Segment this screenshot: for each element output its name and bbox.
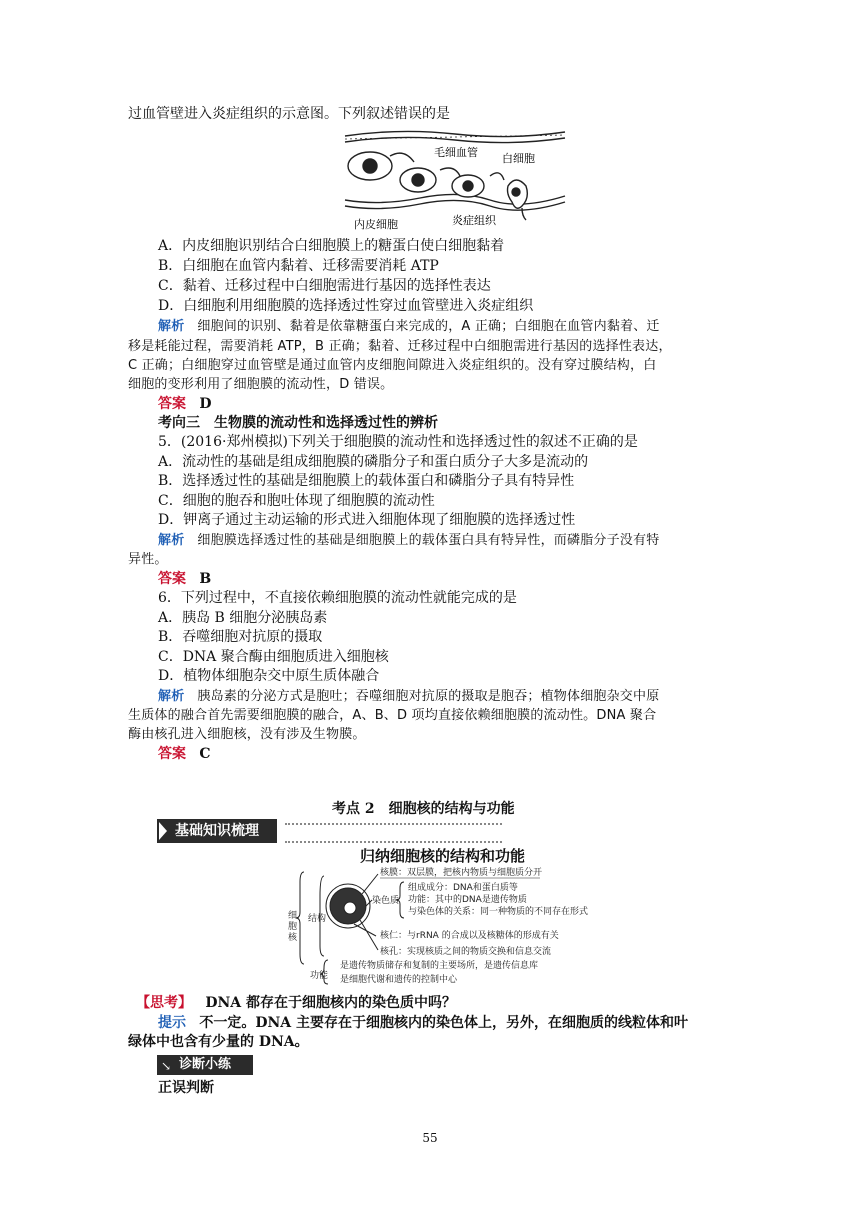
q6-option-c: C．DNA 聚合酶由细胞质进入细胞核 [158,649,389,665]
explanation-label: 解析 [158,689,185,704]
section-heading: 考向三 生物膜的流动性和选择透过性的辨析 [158,415,438,431]
nuclear-pore-text: 核孔：实现核质之间的物质交换和信息交流 [380,947,552,957]
hint-line2: 绿体中也含有少量的 DNA。 [128,1034,309,1050]
q6-answer [158,745,211,764]
q6-stem: 6．下列过程中，不直接依赖细胞膜的流动性就能完成的是 [158,590,517,606]
q5-stem: 5．(2016·郑州模拟)下列关于细胞膜的流动性和选择透过性的叙述不正确的是 [158,434,638,450]
answer-value: D [199,396,212,412]
q6-exp-line1: 胰岛素的分泌方式是胞吐；吞噬细胞对抗原的摄取是胞吞；植物体细胞杂交中原 [197,689,660,704]
q6-option-a: A．胰岛 B 细胞分泌胰岛素 [158,610,328,626]
q4-exp-line3: C 正确；白细胞穿过血管壁是通过血管内皮细胞间隙进入炎症组织的。没有穿过膜结构，白 [128,358,657,373]
answer-value: C [199,746,211,762]
q6-option-b: B．吞噬细胞对抗原的摄取 [158,629,323,645]
leukocyte-migration-figure [340,126,570,232]
q4-option-c: C．黏着、迁移过程中白细胞需进行基因的选择性表达 [158,278,491,294]
think-label: 【思考】 [136,995,192,1011]
kaodian-heading: 考点 2 细胞核的结构与功能 [332,801,515,817]
summary-title: 归纳细胞核的结构和功能 [360,847,526,865]
hint-label: 提示 [158,1015,186,1031]
banner-arrow-icon [159,822,167,840]
nuclear-envelope-text: 核膜：双层膜，把核内物质与细胞质分开 [380,868,543,878]
think-question: DNA 都存在于细胞核内的染色质中吗？ [205,995,457,1011]
q4-explanation [158,317,660,336]
judge-heading: 正误判断 [158,1080,214,1096]
banner-dots [285,823,502,843]
chromatin-function: 功能：其中的DNA是遗传物质 [408,895,527,905]
q5-explanation [158,531,659,550]
banner-tag [157,819,277,843]
q4-option-a: A．内皮细胞识别结合白细胞膜上的糖蛋白使白细胞黏着 [158,238,505,254]
chromatin-label: 染色质 [372,896,400,906]
q4-exp-line2: 移是耗能过程，需要消耗 ATP，B 正确；黏着、迁移过程中白细胞需进行基因的选择性表达， [128,339,672,354]
basic-knowledge-banner [157,817,502,845]
label-wbc: 白细胞 [502,152,535,165]
page-number: 55 [422,1131,438,1145]
answer-label: 答案 [158,746,186,762]
q5-exp-line1: 细胞膜选择透过性的基础是细胞膜上的载体蛋白具有特异性，而磷脂分子没有特 [197,533,660,548]
q4-option-b: B．白细胞在血管内黏着、迁移需要消耗 ATP [158,258,439,274]
explanation-label: 解析 [158,533,185,548]
q6-exp-line3: 酶由核孔进入细胞核，没有涉及生物膜。 [128,727,366,742]
function-2: 是细胞代谢和遗传的控制中心 [340,975,458,985]
q5-option-a: A．流动性的基础是组成细胞膜的磷脂分子和蛋白质分子大多是流动的 [158,454,589,470]
side-char-3: 核 [288,933,298,943]
side-char-1: 细 [288,911,298,921]
label-inflamed-tissue: 炎症组织 [452,214,496,227]
practice-tag-box [157,1055,253,1075]
banner-label: 基础知识梳理 [175,823,259,839]
q4-option-d: D．白细胞利用细胞膜的选择透过性穿过血管壁进入炎症组织 [158,298,534,314]
nucleus-structure-diagram [284,866,594,990]
q6-explanation [158,687,659,706]
q6-option-d: D．植物体细胞杂交中原生质体融合 [158,668,380,684]
label-capillary: 毛细血管 [434,146,478,159]
label-endothelial: 内皮细胞 [354,218,398,231]
structure-label: 结构 [308,914,327,924]
chromatin-relation: 与染色体的关系：同一种物质的不同存在形式 [408,907,589,917]
q5-option-d: D．钾离子通过主动运输的形式进入细胞体现了细胞膜的选择透过性 [158,512,576,528]
answer-label: 答案 [158,396,186,412]
q4-exp-line4: 细胞的变形利用了细胞膜的流动性，D 错误。 [128,377,394,392]
side-char-2: 胞 [288,922,298,932]
q4-exp-line1: 细胞间的识别、黏着是依靠糖蛋白来完成的，A 正确；白细胞在血管内黏着、迁 [197,319,660,334]
nucleolus-text: 核仁：与rRNA 的合成以及核糖体的形成有关 [380,931,559,941]
hint-line1: 不一定。DNA 主要存在于细胞核内的染色体上，另外，在细胞质的线粒体和叶 [199,1015,689,1031]
chromatin-composition: 组成成分：DNA和蛋白质等 [408,883,518,893]
practice-tag-label: 诊断小练 [179,1057,232,1072]
hint-block [158,1014,688,1033]
answer-value: B [199,571,212,587]
q6-exp-line2: 生质体的融合首先需要细胞膜的融合，A、B、D 项均直接依赖细胞膜的流动性。DNA 聚合 [128,708,657,723]
answer-label: 答案 [158,571,186,587]
q5-option-b: B．选择透过性的基础是细胞膜上的载体蛋白和磷脂分子具有特异性 [158,473,575,489]
q4-answer [158,395,212,414]
function-1: 是遗传物质储存和复制的主要场所，是遗传信息库 [340,961,539,971]
q5-exp-line2: 异性。 [128,552,168,567]
function-label: 功能 [310,971,329,981]
q5-answer [158,570,211,589]
think-block [136,994,456,1013]
intro-text: 过血管壁进入炎症组织的示意图。下列叙述错误的是 [128,106,450,122]
q5-option-c: C．细胞的胞吞和胞吐体现了细胞膜的流动性 [158,493,435,509]
practice-tag [157,1055,257,1077]
explanation-label: 解析 [158,319,185,334]
arrow-icon: ↘ [161,1059,172,1073]
